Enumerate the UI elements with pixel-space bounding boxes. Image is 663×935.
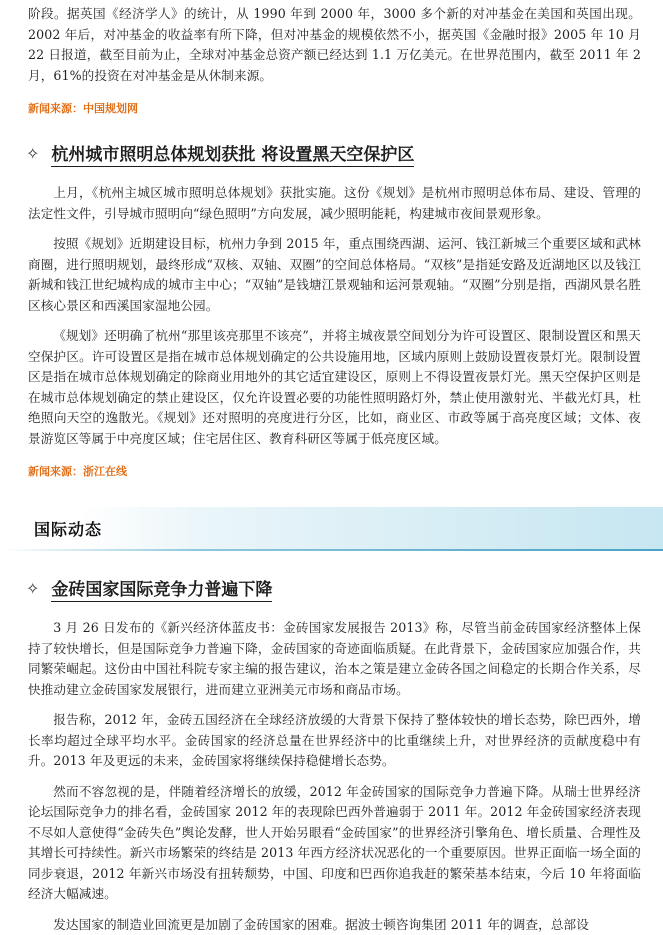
- article-paragraph: 报告称，2012 年，金砖五国经济在全球经济放缓的大背景下保持了整体较快的增长态势，除巴西外，增长率均超过全球平均水平。金砖国家的经济总量在世界经济中的比重继续上升，对世界经济的贡献度稳中有升。2013 年及更远的未来，金砖国家将继续保持稳健增长态势。: [0, 710, 663, 772]
- diamond-bullet-icon: ✧: [26, 144, 39, 163]
- news-source-link[interactable]: 新闻来源：中国规划网: [0, 100, 663, 116]
- section-label: 国际动态: [34, 517, 102, 540]
- article-paragraph: 上月，《杭州主城区城市照明总体规划》获批实施。这份《规划》是杭州市照明总体布局、建设、管理的法定性文件，引导城市照明向“绿色照明”方向发展，减少照明能耗，构建城市夜间景观形象。: [0, 183, 663, 224]
- article-paragraph: 按照《规划》近期建设目标，杭州力争到 2015 年，重点围绕西湖、运河、钱江新城三个重要区域和武林商圈，进行照明规划，最终形成“双核、双轴、双圈”的空间总体格局。“双核”是指延安路及近湖地区以及钱江新城和钱江世纪城构成的城市主中心；“双轴”是钱塘江景观轴和运河景观轴。“双圈”分别是指，西湖风景名胜区核心景区和西溪国家湿地公园。: [0, 234, 663, 316]
- section-header-international: [0, 507, 663, 551]
- article-title-text: 杭州城市照明总体规划获批 将设置黑天空保护区: [51, 140, 414, 167]
- document-page: [0, 4, 663, 835]
- article-title-text: 金砖国家国际竞争力普遍下降: [51, 575, 272, 602]
- news-source-link[interactable]: 新闻来源：浙江在线: [0, 463, 663, 479]
- article-paragraph: 《规划》还明确了杭州“那里该亮那里不该亮”，并将主城夜景空间划分为许可设置区、限制设置区和黑天空保护区。许可设置区是指在城市总体规划确定的公共设施用地，区域内原则上鼓励设置夜景灯光。限制设置区是指在城市总体规划确定的除商业用地外的其它适宜建设区，原则上不得设置夜景灯光。黑天空保护区则是在城市总体规划确定的禁止建设区，仅允许设置必要的功能性照明路灯外，禁止使用激射光、半截光灯具，杜绝照向天空的逸散光。《规划》还对照明的亮度进行分区，比如，商业区、市政等属于高亮度区域；文体、夜景游览区等属于中亮度区域；住宅居住区、教育科研区等属于低亮度区域。: [0, 326, 663, 449]
- intro-paragraph: 阶段。据英国《经济学人》的统计，从 1990 年到 2000 年，3000 多个新的对冲基金在美国和英国出现。2002 年后，对冲基金的收益率有所下降，但对冲基金的规模依然不小，据英国《金融时报》2005 年 10 月 22 日报道，截至目前为止，全球对冲基金总资产额已经达到 1.1 万亿美元。在世界范围内，截至 2011 年 2 月，61%的投资在对冲基金是从休制来源。: [0, 4, 663, 86]
- article-paragraph: 发达国家的制造业回流更是加剧了金砖国家的困难。据波士顿咨询集团 2011 年的调查，总部设: [0, 915, 663, 935]
- article-title-hangzhou: [26, 140, 663, 167]
- article-paragraph: 3 月 26 日发布的《新兴经济体蓝皮书：金砖国家发展报告 2013》称，尽管当前金砖国家经济整体上保持了较快增长，但是国际竞争力普遍下降，金砖国家的奇迹面临质疑。在此背景下，金砖国家应加强合作，共同繁荣崛起。这份由中国社科院专家主编的报告建议，治本之策是建立金砖各国之间稳定的长期合作关系，尽快推动建立金砖国家发展银行，进而建立亚洲美元市场和商品市场。: [0, 618, 663, 700]
- article-title-brics: [26, 575, 663, 602]
- article-paragraph: 然而不容忽视的是，伴随着经济增长的放缓，2012 年金砖国家的国际竞争力普遍下降。从瑞士世界经济论坛国际竞争力的排名看，金砖国家 2012 年的表现除巴西外普遍弱于 2011 年。2012 年金砖国家经济表现不尽如人意使得“金砖失色”舆论发酵，世人开始另眼看“金砖国家”的世界经济引擎角色、增长质量、合理性及其增长可持续性。新兴市场繁荣的终结是 2013 年西方经济状况恶化的一个重要原因。世界正面临一场全面的同步衰退，2012 年新兴市场没有扭转颓势，中国、印度和巴西你追我赶的繁荣基本结束，今后 10 年将面临经济大幅减速。: [0, 782, 663, 905]
- section-divider: [0, 549, 663, 551]
- diamond-bullet-icon: ✧: [26, 579, 39, 598]
